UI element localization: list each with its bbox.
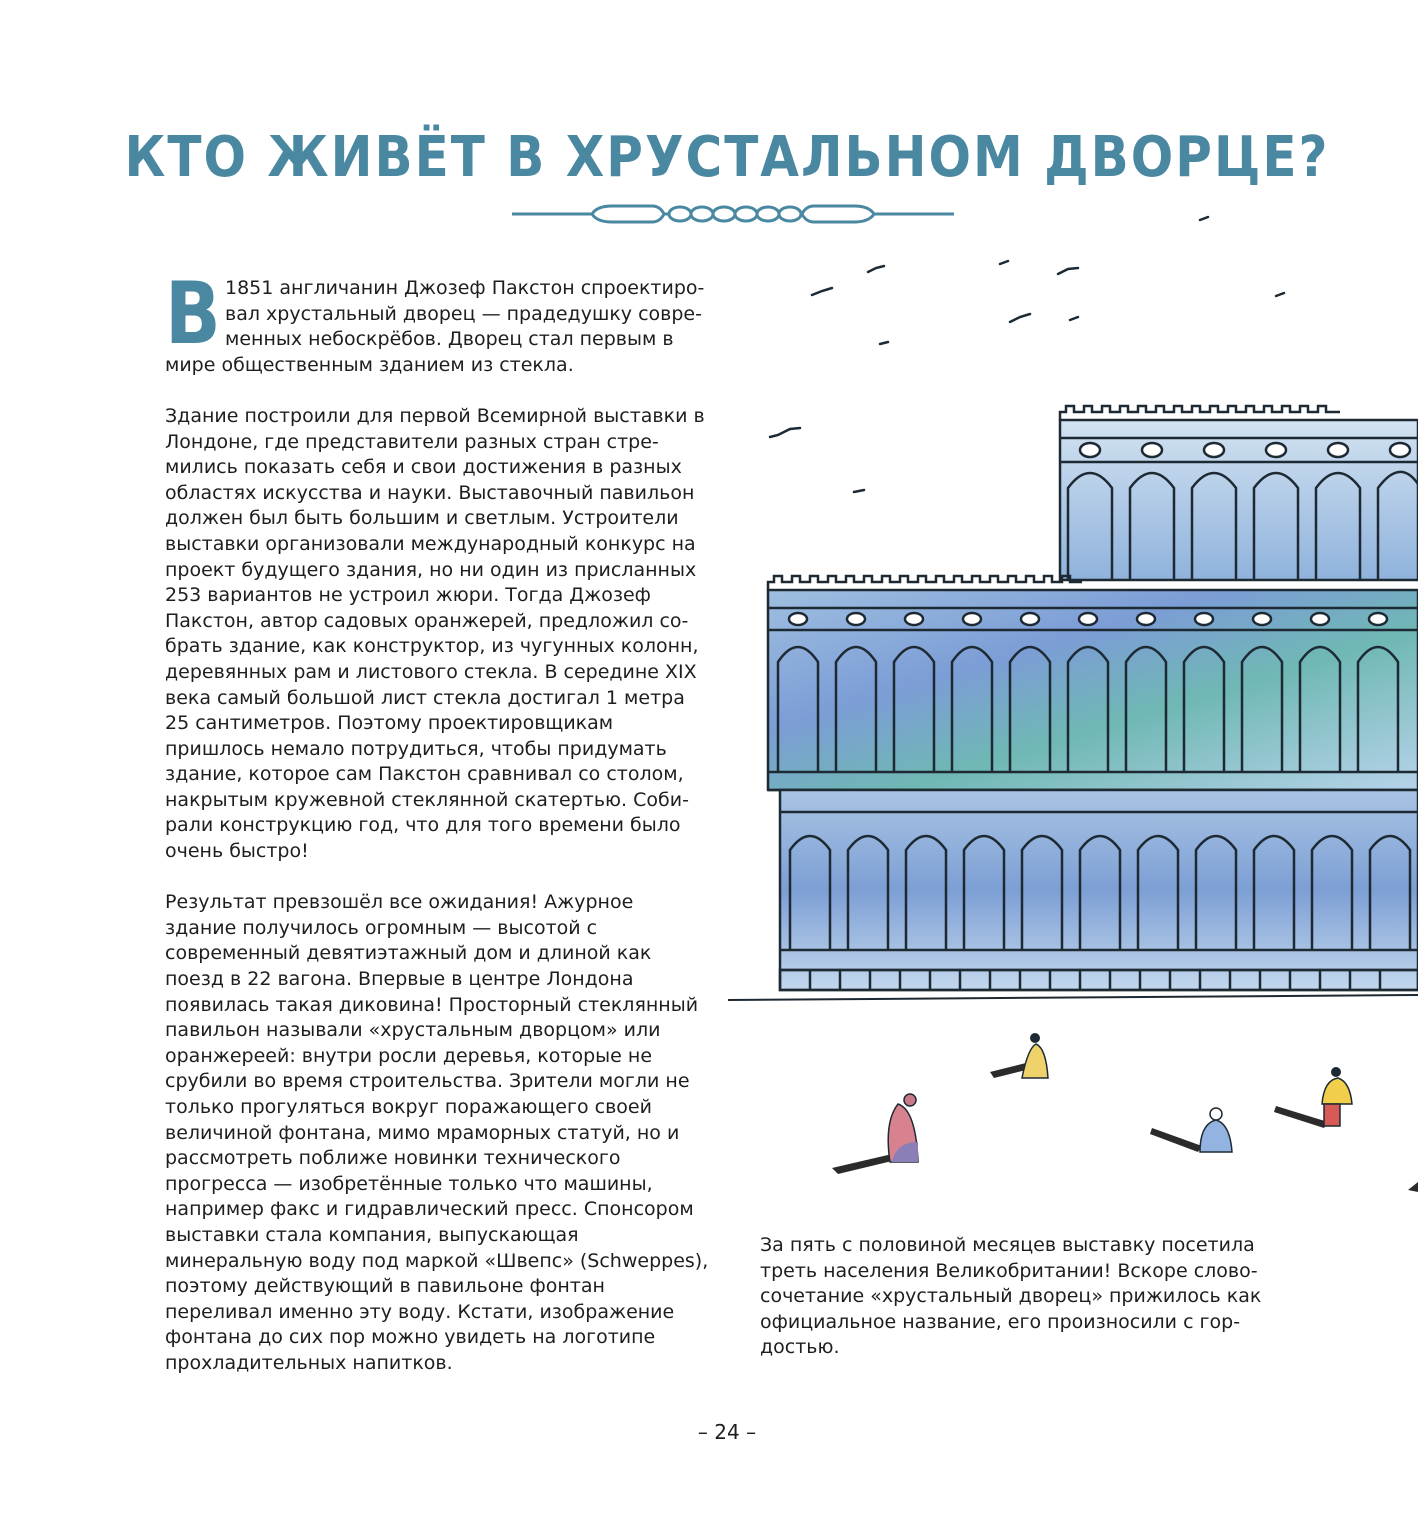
paragraph-text: 1851 англичанин Джозеф Пакстон спроектировал хрустальный дворец — прадедушку современных небоскрёбов. Дворец стал первым в мире общественным зданием из стекла. [165, 277, 705, 376]
page-title: КТО ЖИВЁТ В ХРУСТАЛЬНОМ ДВОРЦЕ? [124, 124, 1330, 190]
upper-tier [1060, 406, 1418, 580]
visitors [832, 1033, 1418, 1192]
ground-line [728, 995, 1418, 1000]
crystal-palace-illustration [720, 200, 1418, 1220]
lower-tier [780, 790, 1418, 990]
caption-paragraph: За пять с половиной месяцев выставку посетила треть населения Великобритании! Вскоре словосочетание «хрустальный дворец» прижилось как официальное название, его произносили с гордостью. [760, 1234, 1262, 1359]
body-paragraph: Здание построили для первой Всемирной выставки в Лондоне, где представители разных стран стремились показать себя и свои достижения в разных областях искусства и науки. Выставочный павильон должен был быть большим и светлым. Устроители выставки организовали международный конкурс на проект будущего здания, но ни один из присланных 253 вариантов не устроил жюри. Тогда Джозеф Пакстон, автор садовых оранжерей, предложил собрать здание, как конструктор, из чугунных колонн, деревянных рам и листового стекла. В середине XIX века самый большой лист стекла достигал 1 метра 25 сантиметров. Поэтому проектировщикам пришлось немало потрудиться, чтобы придумать здание, которое сам Пакстон сравнивал со столом, накрытым кружевной стеклянной скатертью. Собирали конструкцию год, что для того времени было очень быстро! [165, 404, 705, 863]
article-left-column [165, 264, 710, 1377]
page-number: – 24 – [697, 1420, 757, 1444]
body-paragraph: Результат превзошёл все ожидания! Ажурное здание получилось огромным — высотой с современный девятиэтажный дом и длиной как поезд в 22 вагона. Впервые в центре Лондона появилась такая диковина! Просторный стеклянный павильон называли «хрустальным дворцом» или оранжереей: внутри росли деревья, которые не срубили во время строительства. Зрители могли не только прогуляться вокруг поражающего своей величиной фонтана, мимо мраморных статуй, но и рассмотреть поближе новинки технического прогресса — изобретённые только что машины, например факс и гидравлический пресс. Спонсором выставки стала компания, выпускающая минеральную воду под маркой «Швепс» (Schweppes), поэтому действующий в павильоне фонтан переливал именно эту воду. Кстати, изображение фонтана до сих пор можно увидеть на логотипе прохладительных напитков. [165, 891, 709, 1374]
intro-paragraph [165, 264, 710, 378]
middle-tier [768, 576, 1418, 790]
article-right-column [760, 1233, 1305, 1361]
drop-cap: В [165, 264, 221, 364]
